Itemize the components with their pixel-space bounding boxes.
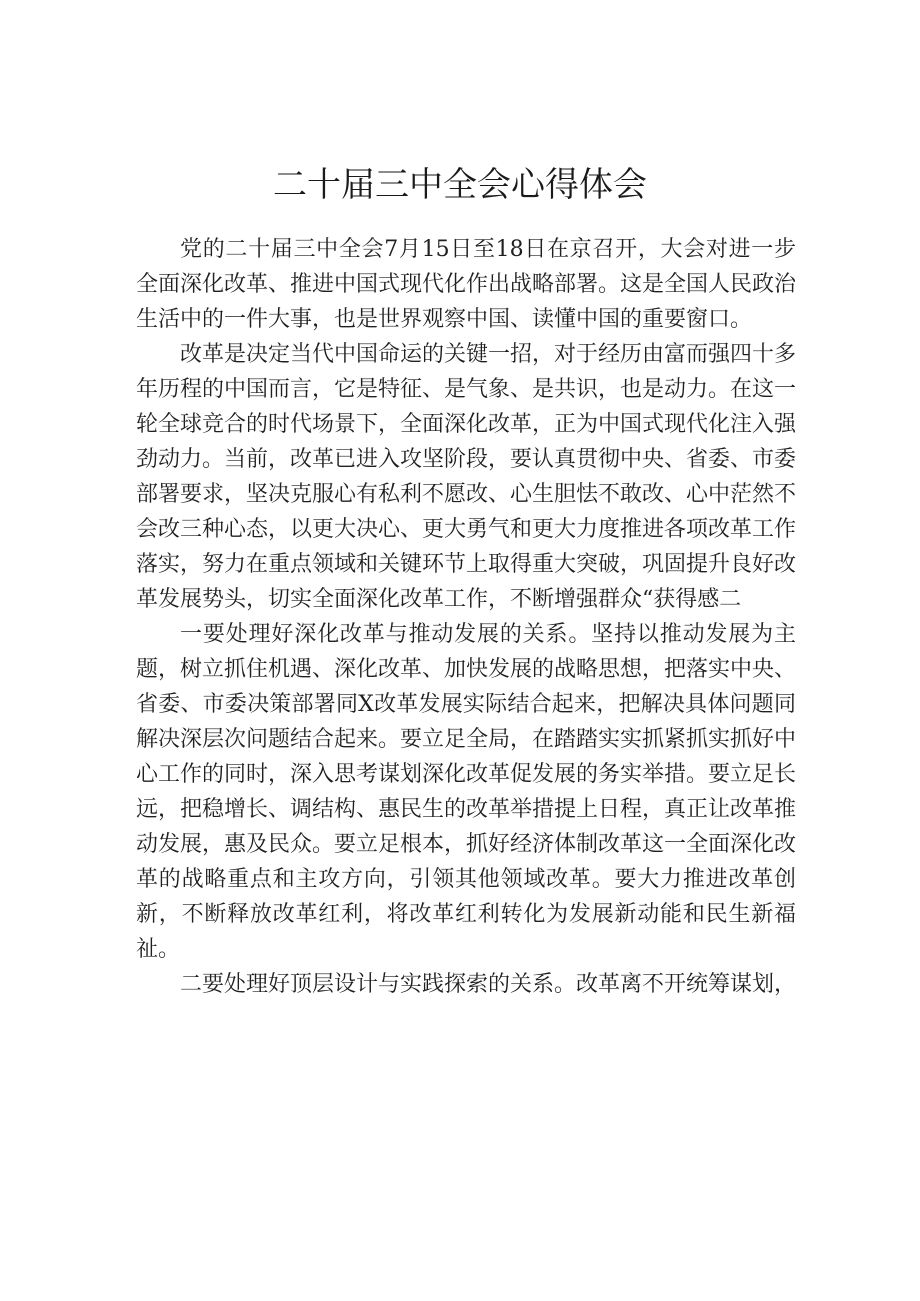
paragraph-3: 一要处理好深化改革与推动发展的关系。坚持以推动发展为主题，树立抓住机遇、深化改革、加快发展的战略思想，把落实中央、省委、市委决策部署同X改革发展实际结合起来，把解决具体问题同解决深层次问题结合起来。要立足全局，在踏踏实实抓紧抓实抓好中心工作的同时，深入思考谋划深化改革促发展的务实举措。要立足长远，把稳增长、调结构、惠民生的改革举措提上日程，真正让改革推动发展，惠及民众。要立足根本，抓好经济体制改革这一全面深化改革的战略重点和主攻方向，引领其他领域改革。要大力推进改革创新，不断释放改革红利，将改革红利转化为发展新动能和民生新福祉。 [136, 622, 797, 962]
paragraph-2: 改革是决定当代中国命运的关键一招，对于经历由富而强四十多年历程的中国而言，它是特征、是气象、是共识，也是动力。在这一轮全球竞合的时代场景下，全面深化改革，正为中国式现代化注入强劲动力。当前，改革已进入攻坚阶段，要认真贯彻中央、省委、市委部署要求，坚决克服心有私利不愿改、心生胆怯不敢改、心中茫然不会改三种心态，以更大决心、更大勇气和更大力度推进各项改革工作落实，努力在重点领域和关键环节上取得重大突破，巩固提升良好改革发展势头，切实全面深化改革工作，不断增强群众“获得感二 [136, 342, 797, 612]
document-title: 二十届三中全会心得体会 [273, 165, 647, 205]
document-body [136, 232, 796, 1002]
paragraph-4: 二要处理好顶层设计与实践探索的关系。改革离不开统筹谋划， [180, 972, 797, 997]
paragraph-1: 党的二十届三中全会7月15日至18日在京召开，大会对进一步全面深化改革、推进中国式现代化作出战略部署。这是全国人民政治生活中的一件大事，也是世界观察中国、读懂中国的重要窗口。 [136, 237, 797, 332]
